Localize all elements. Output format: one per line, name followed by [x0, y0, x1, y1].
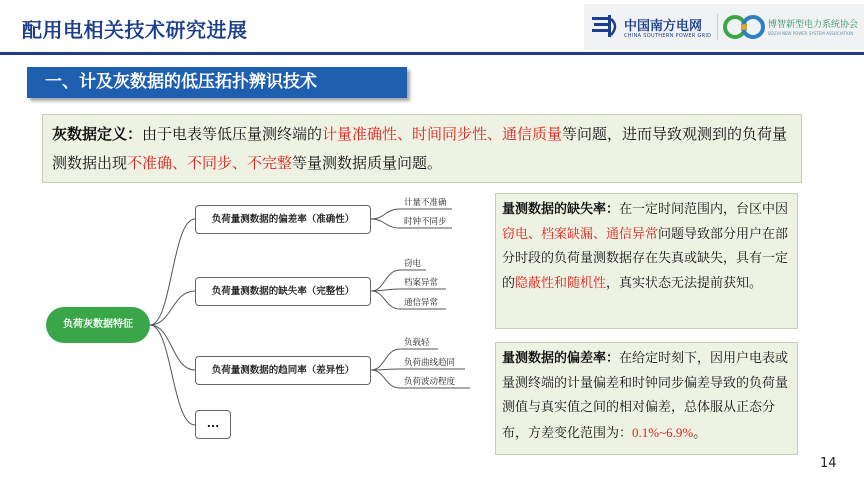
missing-rate-box: [495, 193, 798, 329]
section-title: 一、计及灰数据的低压拓扑辨识技术: [27, 67, 407, 98]
missing-rate-text-3: ，真实状态无法提前获知。: [606, 275, 763, 291]
definition-text-2: 等问题，进而导致观测到的负荷量测数据出现: [52, 125, 788, 172]
mindmap-branch-missing-rate: 负荷量测数据的缺失率（完整性）: [195, 277, 371, 306]
csg-logo-name: 中国南方电网: [624, 19, 703, 34]
mindmap-branch-convergence-rate: 负荷量测数据的趋同率（差异性）: [195, 356, 371, 385]
association-logo-name: 博智新型电力系统协会: [768, 20, 859, 30]
deviation-rate-text-1: 在给定时刻下，因用户电表或量测终端的计量偏差和时钟同步偏差导致的负荷量测值与真实值之间的相对偏差，总体服从正态分布，方差变化范围为：: [502, 351, 789, 441]
missing-rate-text-2: 问题导致部分用户在部分时段的负荷量测数据存在失真或缺失，具有一定的: [502, 226, 789, 291]
deviation-rate-box: [495, 342, 798, 455]
deviation-rate-text-2: 。: [693, 425, 707, 441]
mindmap-leaf: 通信异常: [404, 298, 439, 308]
mindmap-root-node: 负荷灰数据特征: [46, 307, 150, 343]
mindmap-leaf: 负荷曲线趋同: [404, 358, 456, 368]
missing-rate-text-1: 在一定时间范围内，台区中因: [619, 202, 789, 217]
deviation-rate-label: 量测数据的偏差率：: [502, 351, 620, 366]
mindmap-branch-deviation-rate: 负荷量测数据的偏差率（准确性）: [195, 205, 371, 234]
mindmap-leaf: 计量不准确: [404, 198, 447, 208]
missing-rate-highlight-2: 隐蔽性和随机性: [515, 275, 607, 291]
definition-text-3: 等量测数据质量问题。: [292, 154, 443, 172]
mindmap-leaf: 负载轻: [404, 338, 430, 348]
mindmap-leaf: 负荷波动程度: [404, 377, 456, 387]
association-logo-en: BOZHI NEW POWER SYSTEM ASSOCIATION: [768, 31, 854, 36]
definition-highlight-1: 计量准确性、时间同步性、通信质量: [322, 125, 563, 143]
definition-text-1: 由于电表等低压量测终端的: [142, 125, 323, 143]
missing-rate-highlight-1: 窃电、档案缺漏、通信异常: [502, 226, 659, 242]
deviation-rate-range: 0.1%~6.9%: [632, 424, 694, 440]
missing-rate-label: 量测数据的缺失率：: [502, 202, 620, 217]
page-number: 14: [820, 456, 837, 471]
csg-logo-en: CHINA SOUTHERN POWER GRID: [624, 33, 712, 39]
mindmap-more-node: ...: [195, 410, 231, 439]
mindmap-leaf: 档案异常: [404, 278, 439, 288]
definition-highlight-2: 不准确、不同步、不完整: [127, 154, 293, 172]
mindmap-leaf: 窃电: [404, 259, 422, 269]
mindmap-leaf: 时钟不同步: [404, 217, 447, 227]
definition-label: 灰数据定义：: [52, 125, 143, 143]
page-title: 配用电相关技术研究进展: [22, 18, 248, 42]
